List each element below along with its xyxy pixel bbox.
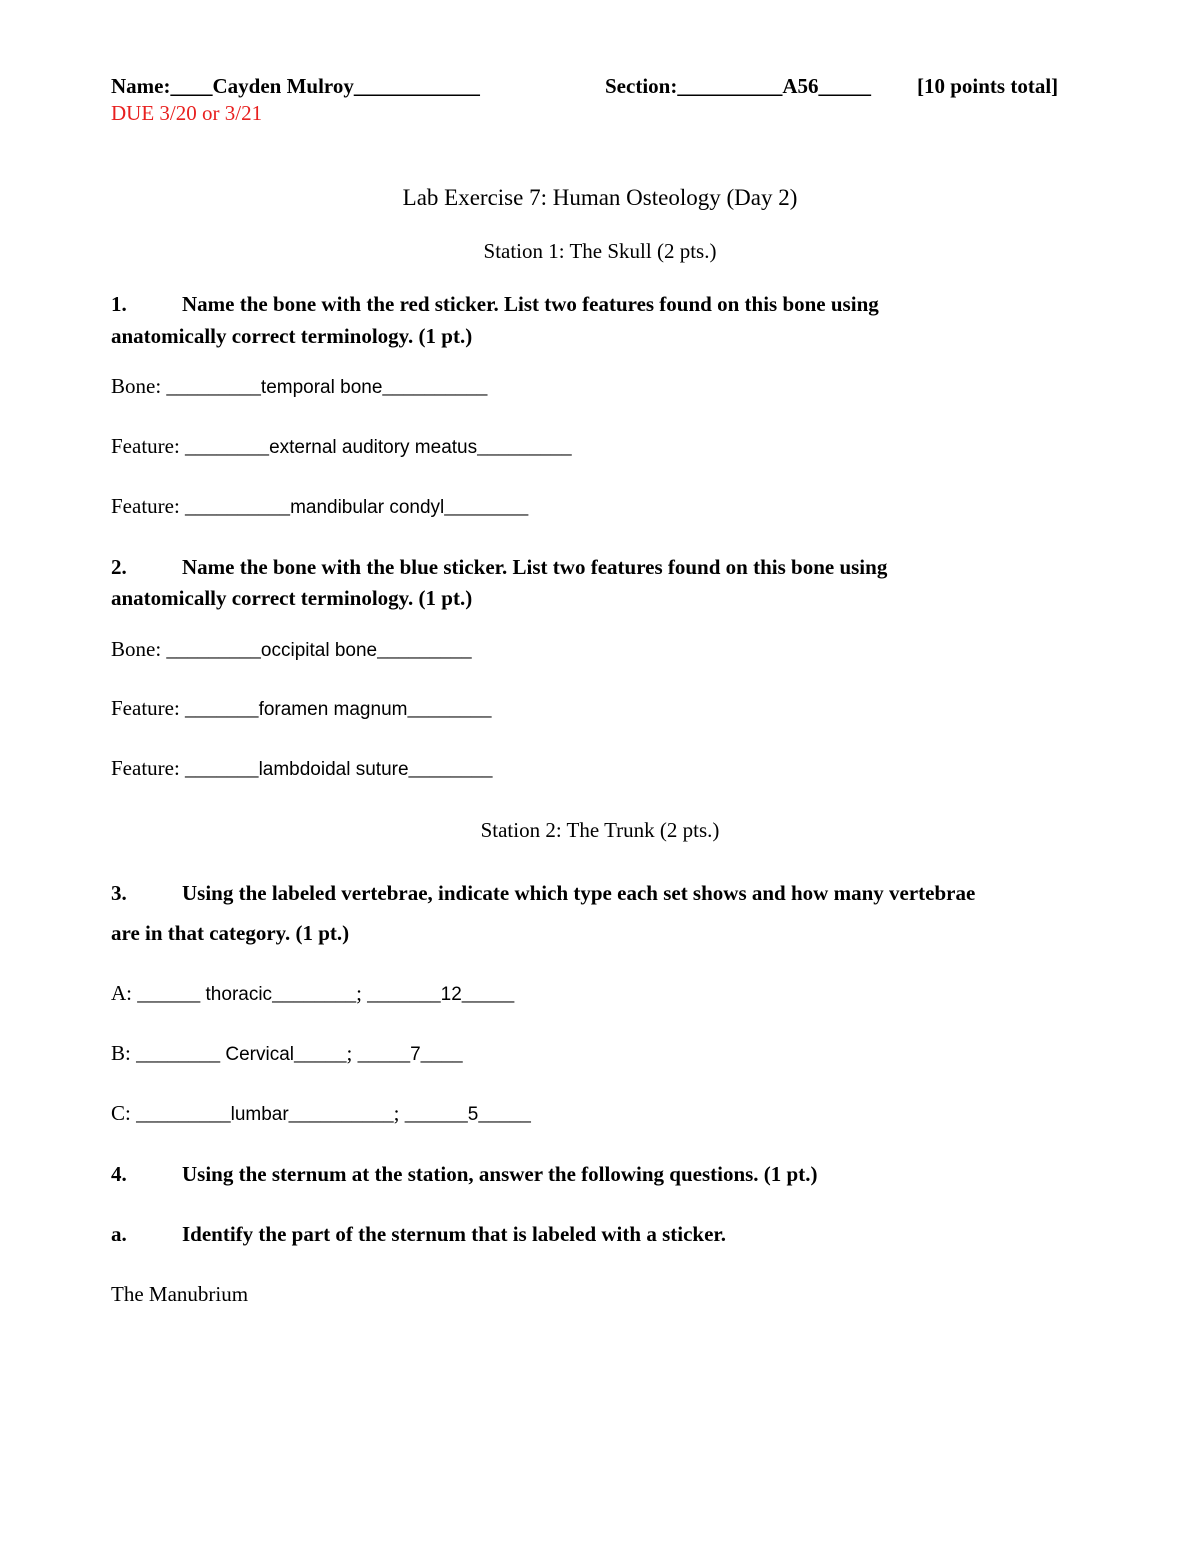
question-1-text-line2: anatomically correct terminology. (1 pt.) (111, 324, 473, 348)
question-4a-text: Identify the part of the sternum that is labeled with a sticker. (182, 1222, 727, 1246)
question-3-number: 3. (111, 881, 127, 905)
question-1-number: 1. (111, 292, 127, 316)
answer-label: Feature: _______ (111, 696, 259, 720)
row-separator: ________; _______ (272, 981, 441, 1005)
row-separator: __________; ______ (288, 1101, 468, 1125)
vertebrae-row-a (111, 983, 514, 1004)
answer-blank: ________ (407, 696, 492, 720)
answer-blank: _________ (477, 434, 572, 458)
answer-text: external auditory meatus (269, 437, 478, 458)
question-2-text-line2: anatomically correct terminology. (1 pt.) (111, 586, 473, 610)
vertebrae-row-c (111, 1103, 531, 1124)
answer-label: Feature: _______ (111, 756, 259, 780)
q1-feature-2-answer-line (111, 496, 528, 517)
answer-text: lambdoidal suture (258, 759, 409, 780)
page-title: Lab Exercise 7: Human Osteology (Day 2) (402, 185, 798, 210)
due-date: DUE 3/20 or 3/21 (111, 101, 263, 125)
vertebra-type: Cervical (220, 1044, 294, 1065)
answer-blank: __________ (382, 374, 488, 398)
row-separator: _____; _____ (294, 1041, 411, 1065)
question-1-text-line1: Name the bone with the red sticker. List two features found on this bone using (182, 292, 879, 316)
answer-text: temporal bone (260, 377, 383, 398)
vertebrae-row-b (111, 1043, 463, 1064)
question-3-text-line1: Using the labeled vertebrae, indicate which type each set shows and how many vertebrae (182, 881, 976, 905)
points-total: [10 points total] (917, 74, 1059, 98)
row-label: C: _________ (111, 1101, 231, 1125)
q1-bone-answer-line (111, 376, 487, 397)
answer-text: foramen magnum (258, 699, 408, 720)
answer-label: Feature: ________ (111, 434, 270, 458)
student-name-line: Name:____Cayden Mulroy____________ (111, 74, 480, 98)
vertebra-count: 5 (467, 1104, 479, 1125)
row-blank: _____ (461, 981, 515, 1005)
question-2-text-line1: Name the bone with the blue sticker. List two features found on this bone using (182, 555, 888, 579)
question-4-number: 4. (111, 1162, 127, 1186)
answer-blank: ________ (444, 494, 529, 518)
question-2-number: 2. (111, 555, 127, 579)
question-4-text: Using the sternum at the station, answer the following questions. (1 pt.) (182, 1162, 818, 1186)
vertebra-type: lumbar (230, 1104, 289, 1125)
answer-text: mandibular condyl (290, 497, 445, 518)
row-blank: ____ (420, 1041, 463, 1065)
q2-bone-answer-line (111, 639, 472, 660)
station-2-heading: Station 2: The Trunk (2 pts.) (480, 818, 720, 842)
vertebra-count: 12 (440, 984, 462, 1005)
row-label: A: ______ (111, 981, 201, 1005)
question-3-text-line2: are in that category. (1 pt.) (111, 921, 350, 945)
row-label: B: ________ (111, 1041, 221, 1065)
q2-feature-1-answer-line (111, 698, 491, 719)
q2-feature-2-answer-line (111, 758, 493, 779)
section-line: Section:__________A56_____ (605, 74, 871, 98)
question-4a-number: a. (111, 1222, 127, 1246)
vertebra-type: thoracic (200, 984, 273, 1005)
vertebra-count: 7 (410, 1044, 421, 1065)
question-4a-answer: The Manubrium (111, 1282, 249, 1306)
answer-blank: ________ (408, 756, 493, 780)
answer-label: Bone: _________ (111, 374, 261, 398)
answer-text: occipital bone (260, 640, 378, 661)
q1-feature-1-answer-line (111, 436, 572, 457)
row-blank: _____ (478, 1101, 531, 1125)
answer-blank: _________ (377, 637, 472, 661)
answer-label: Feature: __________ (111, 494, 291, 518)
station-1-heading: Station 1: The Skull (2 pts.) (483, 239, 717, 263)
answer-label: Bone: _________ (111, 637, 261, 661)
